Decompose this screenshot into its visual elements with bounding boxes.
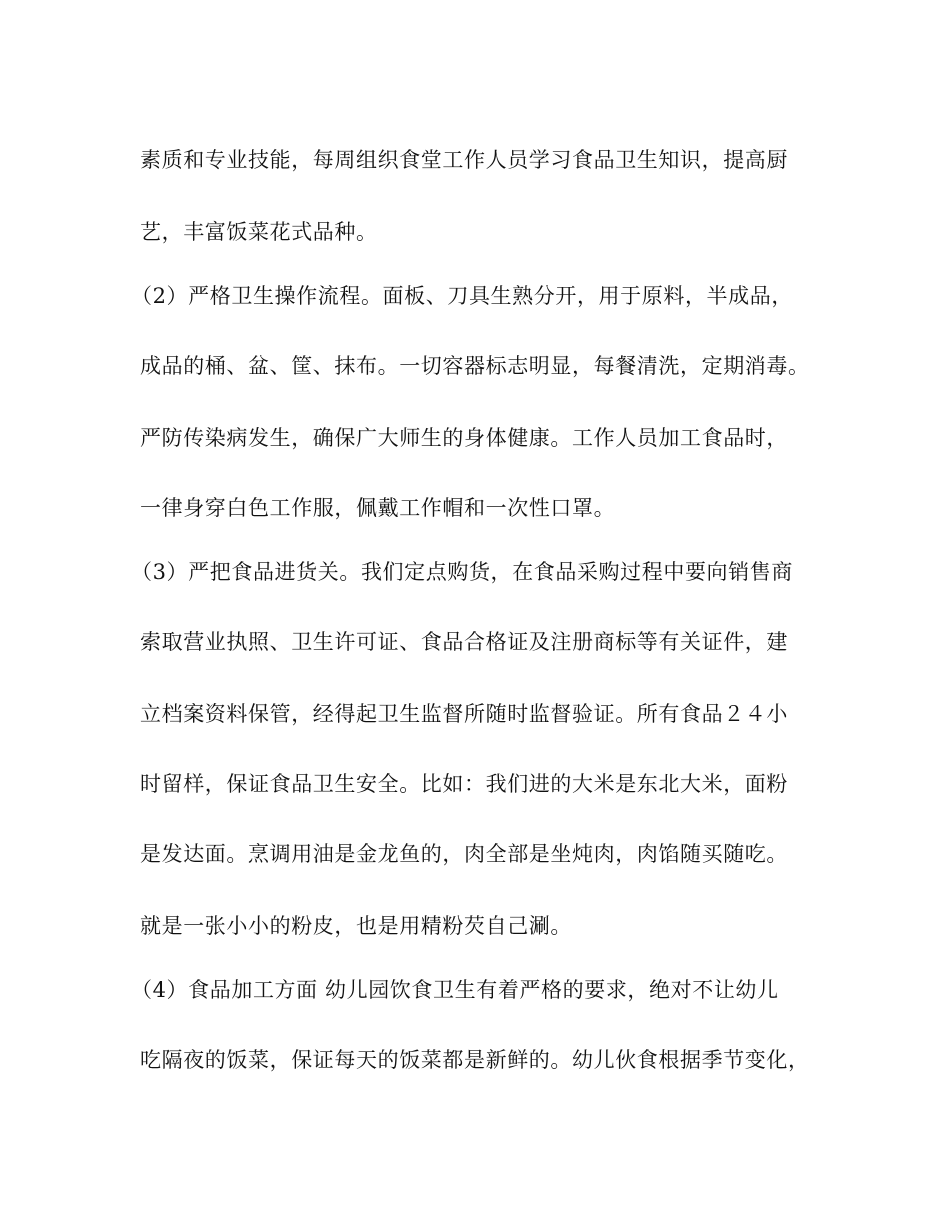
text-line: 严防传染病发生，确保广大师生的身体健康。工作人员加工食品时， — [140, 426, 788, 450]
text-line: 一律身穿白色工作服，佩戴工作帽和一次性口罩。 — [140, 496, 616, 520]
text-line: 时留样，保证食品卫生安全。比如：我们进的大米是东北大米，面粉 — [140, 772, 788, 796]
text-line: 立档案资料保管，经得起卫生监督所随时监督验证。所有食品２４小 — [140, 702, 788, 726]
paragraph-start-line: （2）严格卫生操作流程。面板、刀具生熟分开，用于原料，半成品， — [131, 284, 793, 308]
text-line: 就是一张小小的粉皮，也是用精粉芡自己涮。 — [140, 914, 572, 938]
paragraph-start-line: （4）食品加工方面 幼儿园饮食卫生有着严格的要求，绝对不让幼儿 — [131, 978, 779, 1002]
text-line: 索取营业执照、卫生许可证、食品合格证及注册商标等有关证件，建 — [140, 630, 788, 654]
text-line: 成品的桶、盆、筐、抹布。一切容器标志明显，每餐清洗，定期消毒。 — [140, 354, 810, 378]
text-line: 艺，丰富饭菜花式品种。 — [140, 220, 378, 244]
text-line: 素质和专业技能，每周组织食堂工作人员学习食品卫生知识，提高厨 — [140, 148, 788, 172]
text-line: 是发达面。烹调用油是金龙鱼的，肉全部是坐炖肉，肉馅随买随吃。 — [140, 842, 788, 866]
text-line: 吃隔夜的饭菜，保证每天的饭菜都是新鲜的。幼儿伙食根据季节变化， — [140, 1048, 810, 1072]
paragraph-start-line: （3）严把食品进货关。我们定点购货，在食品采购过程中要向销售商 — [131, 560, 793, 584]
